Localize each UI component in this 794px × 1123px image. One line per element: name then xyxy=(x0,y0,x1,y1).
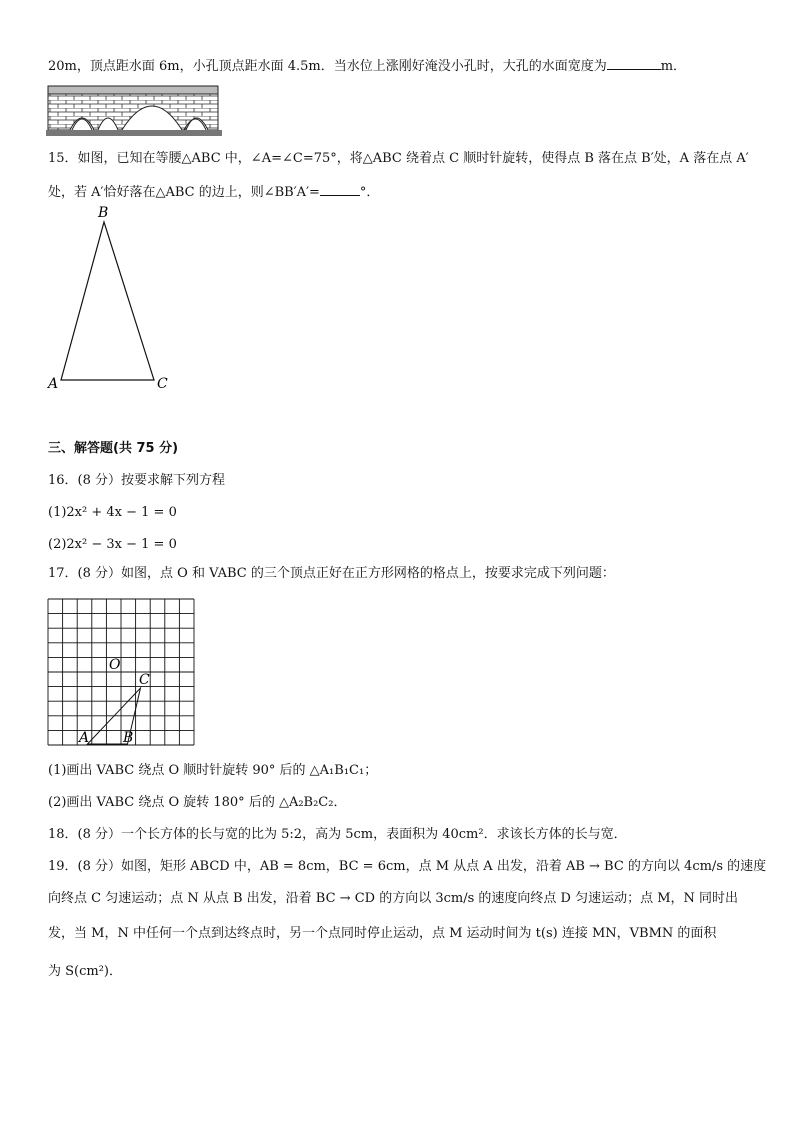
square-grid xyxy=(48,599,194,745)
label-c-grid: C xyxy=(139,672,150,688)
grid-figure xyxy=(46,597,198,747)
bridge-body xyxy=(48,94,218,130)
q19-line1: 19．(8 分）如图，矩形 ABCD 中，AB = 8cm，BC = 6cm，点 M 从点 A 出发，沿着 AB → BC 的方向以 4cm/s 的速度 xyxy=(48,859,767,874)
label-o: O xyxy=(109,657,121,673)
q14-text: 20m，顶点距水面 6m，小孔顶点距水面 4.5m．当水位上涨刚好淹没小孔时，大孔的水面宽度为 xyxy=(48,59,607,74)
water-surface xyxy=(46,130,222,136)
label-a: A xyxy=(48,376,59,392)
q19-line2: 向终点 C 匀速运动；点 N 从点 B 出发，沿着 BC → CD 的方向以 3cm/s 的速度向终点 D 匀速运动；点 M，N 同时出 xyxy=(48,891,739,906)
q14-line xyxy=(48,56,686,76)
q14-unit: m． xyxy=(660,59,687,74)
q17-part2: (2)画出 VABC 绕点 O 旋转 180° 后的 △A₂B₂C₂． xyxy=(48,795,347,810)
label-b-grid: B xyxy=(123,730,134,746)
q15-text: 处，若 A′恰好落在△ABC 的边上，则∠BB′A′= xyxy=(48,185,320,200)
q15-answer-blank xyxy=(320,182,360,196)
q18-text: 18．(8 分）一个长方体的长与宽的比为 5:2，高为 5cm，表面积为 40cm²．求该长方体的长与宽． xyxy=(48,827,627,842)
q16-eq1: (1)2x² + 4x − 1 = 0 xyxy=(48,505,177,520)
triangle-figure xyxy=(40,198,180,394)
q15-unit: °． xyxy=(359,185,380,200)
q19-line3: 发，当 M，N 中任何一个点到达终点时，另一个点同时停止运动，点 M 运动时间为 t(s) 连接 MN，VBMN 的面积 xyxy=(48,926,717,941)
label-b: B xyxy=(98,205,109,221)
bridge-deck xyxy=(48,86,218,94)
label-a-grid: A xyxy=(79,730,90,746)
q15-line1: 15．如图，已知在等腰△ABC 中，∠A=∠C=75°，将△ABC 绕着点 C 顺时针旋转，使得点 B 落在点 B′处，A 落在点 A′ xyxy=(48,151,749,166)
q14-answer-blank xyxy=(607,56,661,70)
q17-part1: (1)画出 VABC 绕点 O 顺时针旋转 90° 后的 △A₁B₁C₁； xyxy=(48,763,378,778)
bridge-figure xyxy=(46,84,222,136)
q19-line4: 为 S(cm²)． xyxy=(48,964,123,979)
triangle-abc xyxy=(61,222,154,380)
q16-eq2: (2)2x² − 3x − 1 = 0 xyxy=(48,537,177,552)
q16-title: 16．(8 分）按要求解下列方程 xyxy=(48,473,226,488)
section-title: 三、解答题(共 75 分) xyxy=(48,441,179,456)
label-c: C xyxy=(157,376,168,392)
q17-title: 17．(8 分）如图，点 O 和 VABC 的三个顶点正好在正方形网格的格点上，按要求完成下列问题： xyxy=(48,566,615,581)
